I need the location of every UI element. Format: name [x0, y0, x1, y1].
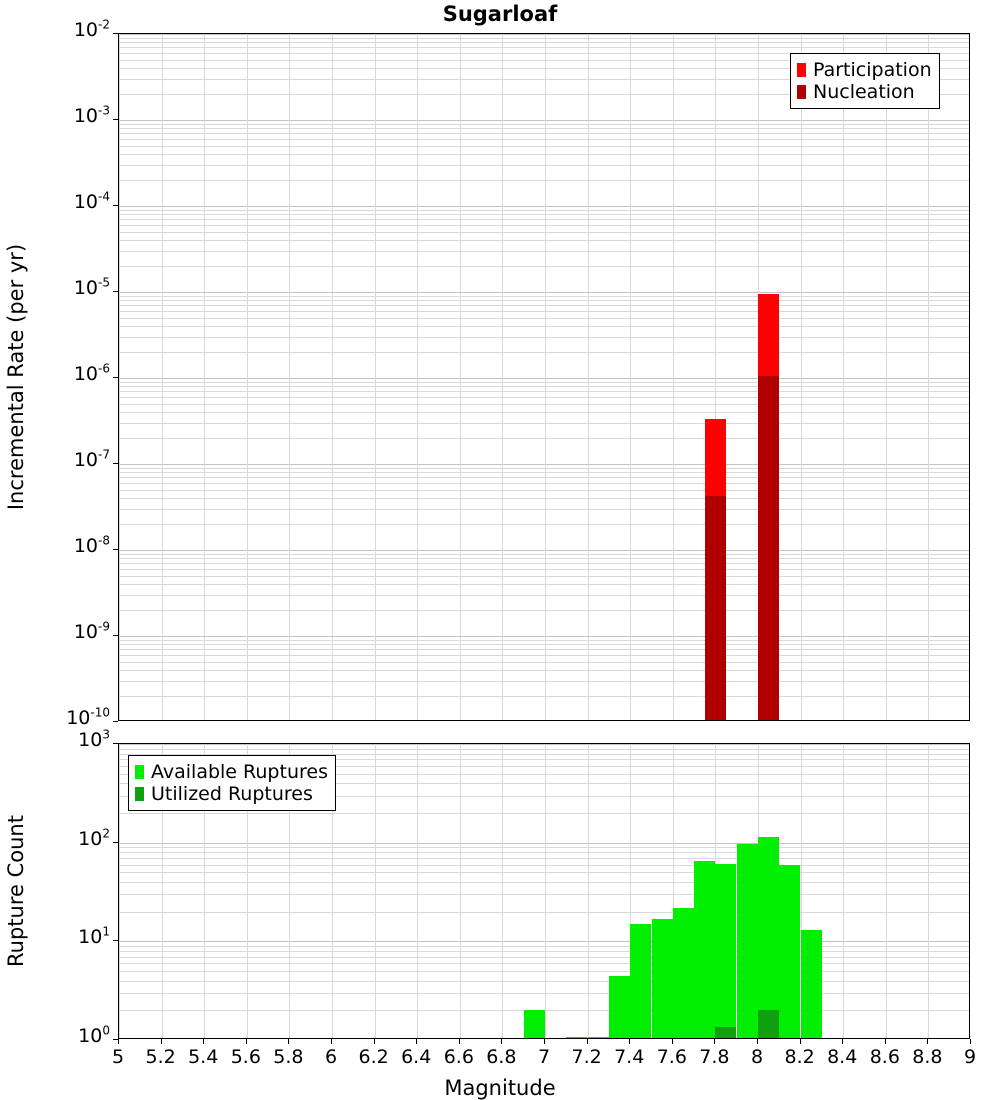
- gridline: [843, 744, 844, 1038]
- x-axis-tick-label: 8.8: [912, 1046, 943, 1068]
- x-axis-tick-label: 5.6: [230, 1046, 261, 1068]
- gridline: [843, 34, 844, 720]
- y-axis-tick-label: $10^2$: [78, 826, 110, 850]
- x-axis-tick-mark: [544, 1039, 545, 1044]
- y-axis-tick-label: $10^{-10}$: [66, 705, 110, 729]
- bar-available-7.45: [630, 924, 651, 1039]
- gridline: [502, 744, 503, 1038]
- legend-label-nucleation: Nucleation: [813, 80, 915, 103]
- x-axis-tick-label: 6: [324, 1046, 338, 1068]
- nucleation-color-swatch: [797, 85, 806, 99]
- x-axis-tick-mark: [288, 1039, 289, 1044]
- x-axis-tick-mark: [459, 1039, 460, 1044]
- gridline: [417, 34, 418, 720]
- bar-available-7.25: [588, 1037, 609, 1039]
- incremental-rate-y-axis-title: Incremental Rate (per yr): [4, 243, 28, 511]
- x-axis-tick-label: 6.6: [443, 1046, 474, 1068]
- incremental-rate-plot-panel: [118, 33, 970, 721]
- gridline: [375, 34, 376, 720]
- gridline: [417, 744, 418, 1038]
- y-axis-tick-mark: [113, 635, 118, 636]
- y-axis-tick-mark: [113, 205, 118, 206]
- y-axis-tick-label: $10^{-9}$: [73, 619, 110, 643]
- x-axis-tick-label: 8.6: [869, 1046, 900, 1068]
- gridline: [375, 744, 376, 1038]
- gridline: [630, 34, 631, 720]
- x-axis-tick-label: 6.2: [358, 1046, 389, 1068]
- gridline: [886, 34, 887, 720]
- x-axis-tick-label: 7.4: [614, 1046, 645, 1068]
- gridline: [204, 34, 205, 720]
- x-axis-tick-mark: [629, 1039, 630, 1044]
- gridline: [247, 34, 248, 720]
- page-title: Sugarloaf: [442, 2, 558, 26]
- x-axis-tick-mark: [416, 1039, 417, 1044]
- legend-item-nucleation: [797, 81, 932, 103]
- x-axis-tick-label: 8: [750, 1046, 764, 1068]
- legend-label-utilized-ruptures: Utilized Ruptures: [151, 782, 313, 805]
- bar-nucleation-8.05: [758, 376, 779, 721]
- x-axis-tick-label: 5.8: [273, 1046, 304, 1068]
- rupture-count-legend: [128, 755, 336, 811]
- x-axis-tick-label: 7.2: [571, 1046, 602, 1068]
- x-axis-tick-mark: [587, 1039, 588, 1044]
- magnitude-axis-title: Magnitude: [444, 1076, 556, 1100]
- y-axis-tick-mark: [113, 33, 118, 34]
- x-axis-tick-label: 7.8: [699, 1046, 730, 1068]
- bar-available-8.05: [758, 837, 779, 1039]
- x-axis-tick-mark: [331, 1039, 332, 1044]
- y-axis-tick-mark: [113, 940, 118, 941]
- y-axis-tick-label: $10^{-2}$: [73, 17, 110, 41]
- x-axis-tick-mark: [203, 1039, 204, 1044]
- bar-utilized-7.85: [715, 1027, 736, 1039]
- x-axis-tick-label: 6.4: [401, 1046, 432, 1068]
- x-axis-tick-mark: [118, 1039, 119, 1044]
- legend-label-participation: Participation: [813, 58, 932, 81]
- legend-item-participation: [797, 59, 932, 81]
- utilized-ruptures-color-swatch: [135, 787, 144, 801]
- y-axis-tick-label: $10^1$: [78, 925, 110, 949]
- x-axis-tick-label: 5.4: [188, 1046, 219, 1068]
- y-axis-tick-mark: [113, 291, 118, 292]
- x-axis-tick-label: 7: [537, 1046, 551, 1068]
- gridline: [502, 34, 503, 720]
- rupture-count-y-axis-title: Rupture Count: [4, 815, 28, 967]
- y-axis-tick-mark: [113, 743, 118, 744]
- bar-available-7.75: [694, 861, 715, 1039]
- x-axis-tick-mark: [927, 1039, 928, 1044]
- gridline: [588, 34, 589, 720]
- bar-available-8.25: [801, 930, 822, 1039]
- x-axis-tick-mark: [501, 1039, 502, 1044]
- x-axis-tick-label: 7.6: [656, 1046, 687, 1068]
- bar-available-7.15: [566, 1037, 587, 1039]
- incremental-rate-legend: [790, 53, 940, 109]
- y-axis-tick-mark: [113, 119, 118, 120]
- y-axis-tick-mark: [113, 463, 118, 464]
- gridline: [673, 34, 674, 720]
- y-axis-tick-label: $10^{-3}$: [73, 103, 110, 127]
- gridline: [460, 34, 461, 720]
- bar-available-7.55: [652, 919, 673, 1039]
- x-axis-tick-label: 6.8: [486, 1046, 517, 1068]
- gridline: [119, 34, 120, 720]
- x-axis-tick-label: 8.2: [784, 1046, 815, 1068]
- x-axis-tick-mark: [161, 1039, 162, 1044]
- y-axis-tick-label: $10^0$: [78, 1023, 110, 1047]
- gridline: [332, 34, 333, 720]
- y-axis-tick-mark: [113, 377, 118, 378]
- bar-utilized-8.05: [758, 1010, 779, 1039]
- y-axis-tick-label: $10^3$: [78, 727, 110, 751]
- gridline: [928, 744, 929, 1038]
- gridline: [545, 744, 546, 1038]
- x-axis-tick-mark: [800, 1039, 801, 1044]
- legend-label-available-ruptures: Available Ruptures: [151, 760, 328, 783]
- legend-item-utilized-ruptures: [135, 783, 328, 805]
- y-axis-tick-mark: [113, 842, 118, 843]
- gridline: [588, 744, 589, 1038]
- legend-item-available-ruptures: [135, 761, 328, 783]
- bar-available-7.35: [609, 976, 630, 1039]
- participation-color-swatch: [797, 63, 806, 77]
- x-axis-tick-label: 8.4: [827, 1046, 858, 1068]
- x-axis-tick-mark: [842, 1039, 843, 1044]
- y-axis-tick-label: $10^{-7}$: [73, 447, 110, 471]
- bar-available-7.65: [673, 908, 694, 1039]
- x-axis-tick-mark: [885, 1039, 886, 1044]
- gridline: [801, 34, 802, 720]
- gridline: [289, 34, 290, 720]
- x-axis-tick-label: 9: [963, 1046, 977, 1068]
- x-axis-tick-mark: [672, 1039, 673, 1044]
- x-axis-tick-label: 5: [111, 1046, 125, 1068]
- y-axis-tick-label: $10^{-6}$: [73, 361, 110, 385]
- gridline: [460, 744, 461, 1038]
- gridline: [928, 34, 929, 720]
- gridline: [119, 744, 120, 1038]
- bar-available-6.95: [524, 1010, 545, 1039]
- gridline: [162, 34, 163, 720]
- y-axis-tick-mark: [113, 721, 118, 722]
- y-axis-tick-label: $10^{-8}$: [73, 533, 110, 557]
- incremental-rate-plot-area: [119, 34, 969, 720]
- available-ruptures-color-swatch: [135, 765, 144, 779]
- gridline: [545, 34, 546, 720]
- gridline: [886, 744, 887, 1038]
- bar-nucleation-7.8: [705, 496, 726, 721]
- y-axis-tick-mark: [113, 549, 118, 550]
- x-axis-tick-mark: [970, 1039, 971, 1044]
- x-axis-tick-label: 5.2: [145, 1046, 176, 1068]
- bar-available-7.95: [737, 844, 758, 1039]
- x-axis-tick-mark: [757, 1039, 758, 1044]
- bar-available-7.85: [715, 864, 736, 1039]
- x-axis-tick-mark: [246, 1039, 247, 1044]
- bar-available-8.15: [779, 865, 800, 1039]
- y-axis-tick-label: $10^{-5}$: [73, 275, 110, 299]
- x-axis-tick-mark: [714, 1039, 715, 1044]
- y-axis-tick-label: $10^{-4}$: [73, 189, 110, 213]
- x-axis-tick-mark: [374, 1039, 375, 1044]
